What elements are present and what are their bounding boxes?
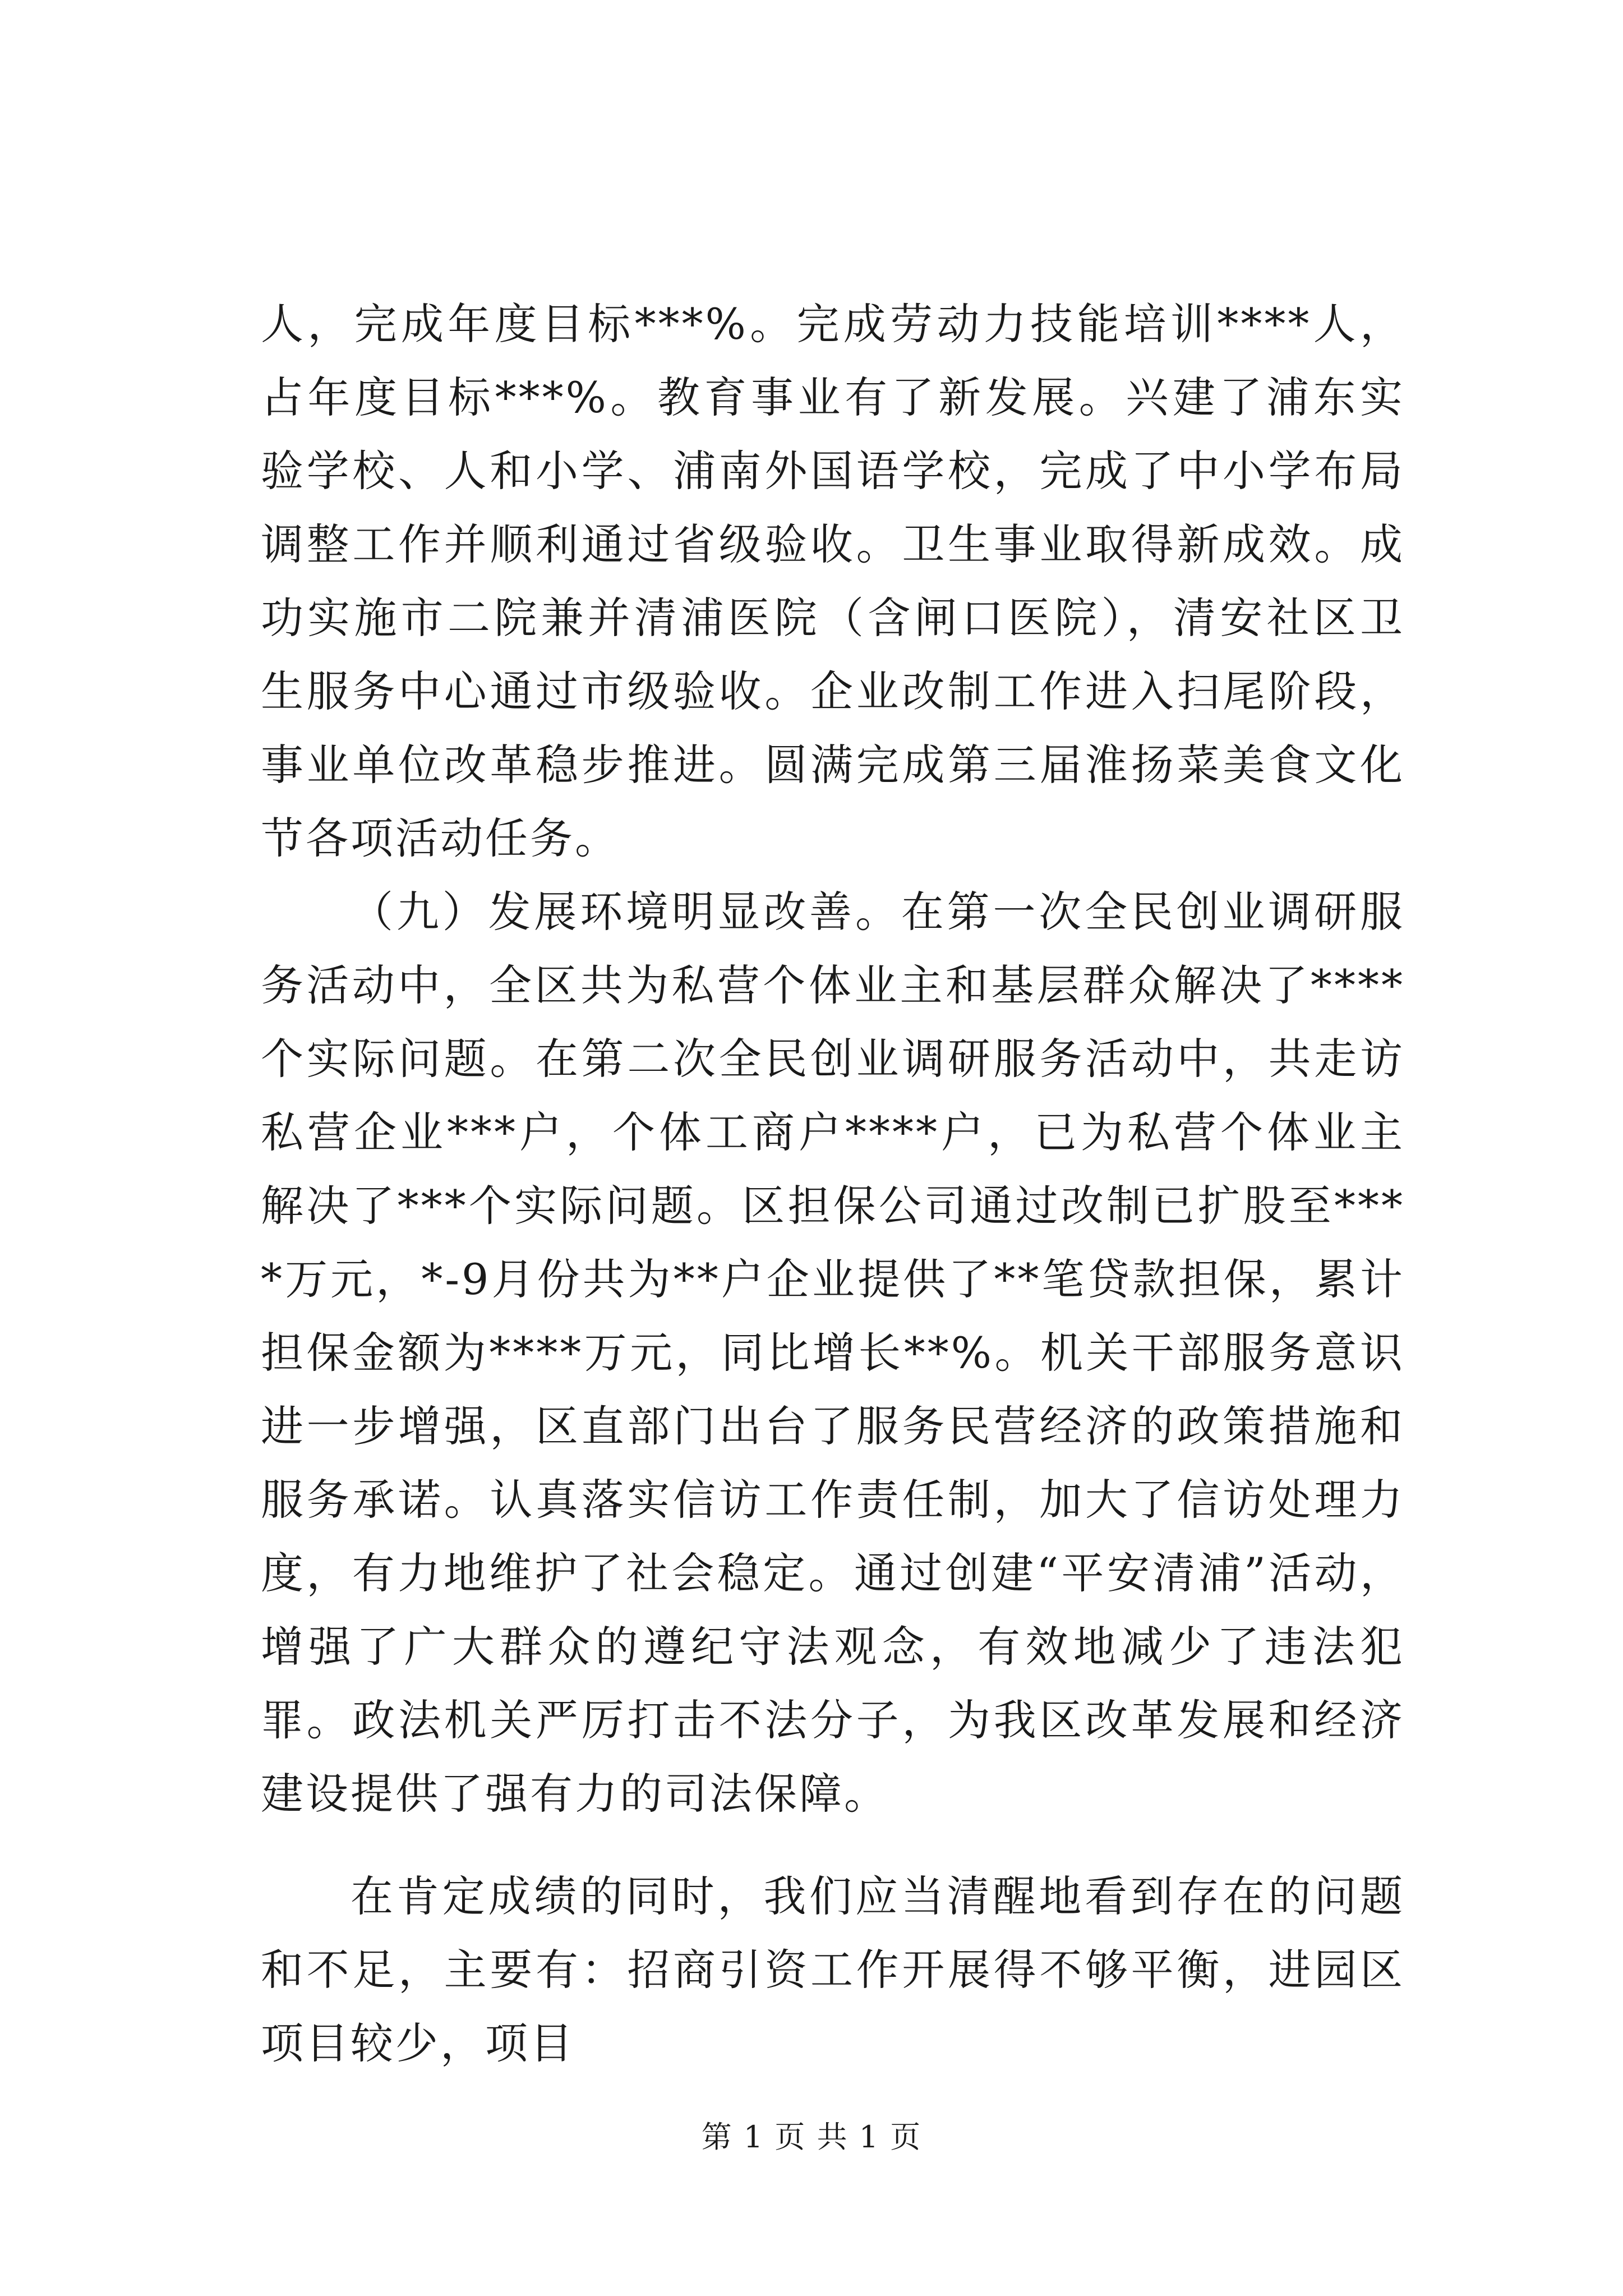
- paragraph-1: 人，完成年度目标***%。完成劳动力技能培训****人，占年度目标***%。教育事业有了新发展。兴建了浦东实验学校、人和小学、浦南外国语学校，完成了中小学布局调整工作并顺利通过省级验收。卫生事业取得新成效。成功实施市二院兼并清浦医院（含闸口医院），清安社区卫生服务中心通过市级验收。企业改制工作进入扫尾阶段，事业单位改革稳步推进。圆满完成第三届淮扬菜美食文化节各项活动任务。: [261, 299, 1405, 863]
- document-body: [261, 287, 1405, 2080]
- paragraph-2: （九）发展环境明显改善。在第一次全民创业调研服务活动中，全区共为私营个体业主和基层群众解决了****个实际问题。在第二次全民创业调研服务活动中，共走访私营企业***户，个体工商户****户，已为私营个体业主解决了***个实际问题。区担保公司通过改制已扩股至****万元，*-9月份共为**户企业提供了**笔贷款担保，累计担保金额为****万元，同比增长**%。机关干部服务意识进一步增强，区直部门出台了服务民营经济的政策措施和服务承诺。认真落实信访工作责任制，加大了信访处理力度，有力地维护了社会稳定。通过创建“平安清浦”活动，增强了广大群众的遵纪守法观念，有效地减少了违法犯罪。政法机关严厉打击不法分子，为我区改革发展和经济建设提供了强有力的司法保障。: [261, 887, 1405, 1819]
- page-footer: 第 1 页 共 1 页: [701, 2119, 922, 2155]
- paragraph-3: 在肯定成绩的同时，我们应当清醒地看到存在的问题和不足，主要有：招商引资工作开展得不够平衡，进园区项目较少，项目: [261, 1871, 1405, 2068]
